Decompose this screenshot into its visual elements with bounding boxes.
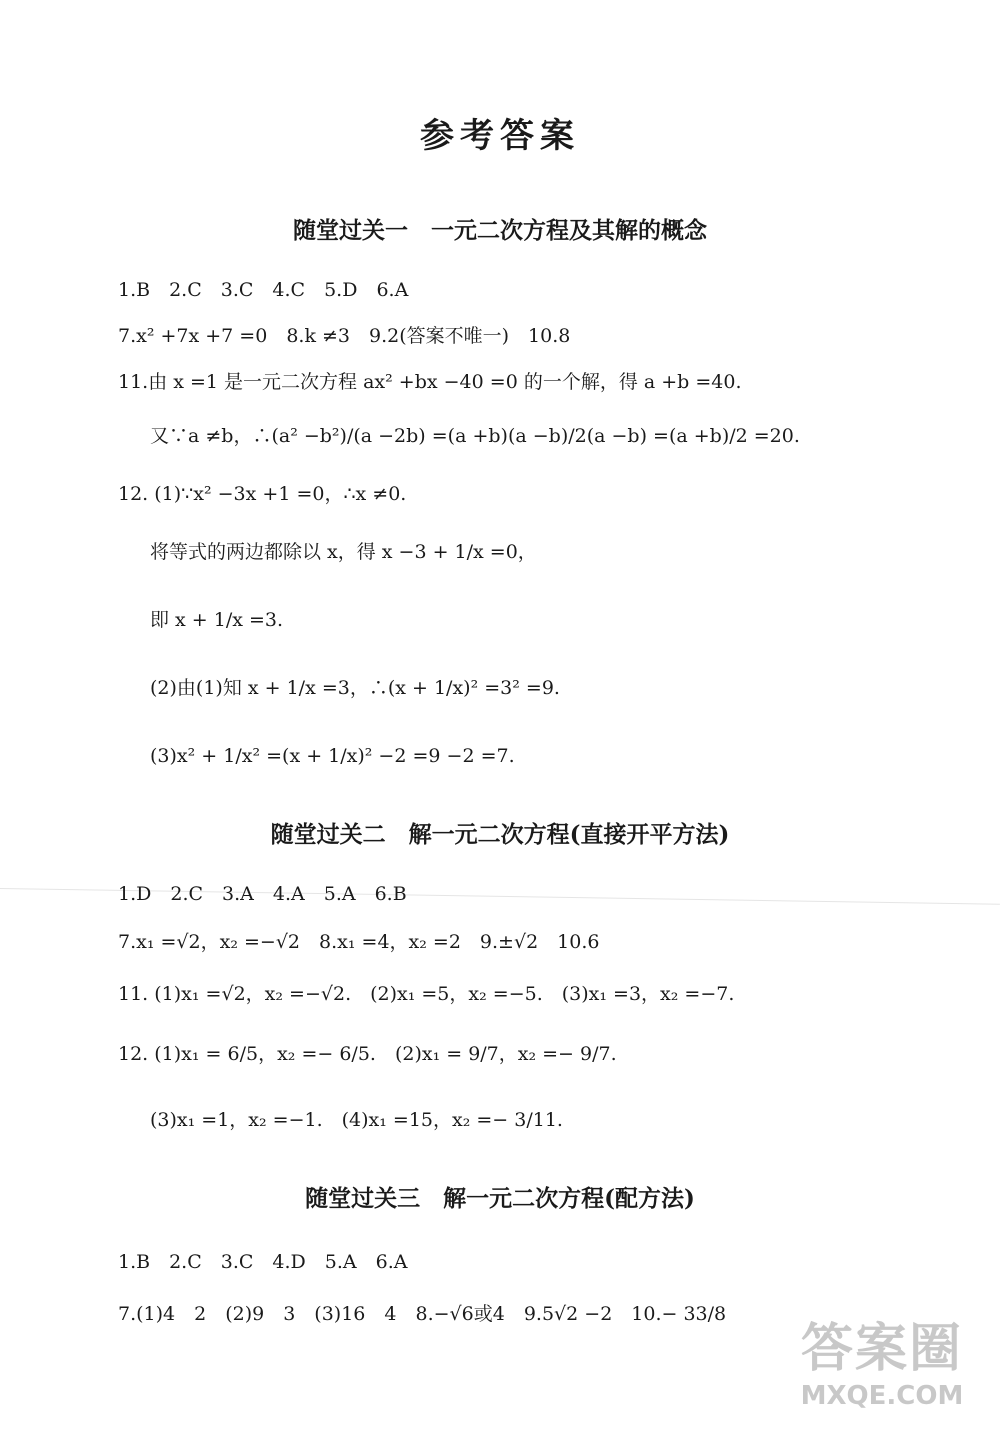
section-1-line-7: 即 x + 1/x =3.: [150, 609, 284, 631]
section-2-line-3: 11. (1)x₁ =√2，x₂ =−√2. (2)x₁ =5，x₂ =−5. (3)x₁ =3，x₂ =−7.: [118, 983, 735, 1005]
section-3-line-2: 7.(1)4 2 (2)9 3 (3)16 4 8.−√6或4 9.5√2 −2 10.− 33/8: [118, 1303, 727, 1325]
section-1-line-8: (2)由(1)知 x + 1/x =3，∴(x + 1/x)² =3² =9.: [150, 677, 560, 699]
section-1-line-9: (3)x² + 1/x² =(x + 1/x)² −2 =9 −2 =7.: [150, 745, 515, 767]
section-2-line-4: 12. (1)x₁ = 6/5，x₂ =− 6/5. (2)x₁ = 9/7，x₂ =− 9/7.: [118, 1043, 617, 1065]
section-1-heading: 随堂过关一 一元二次方程及其解的概念: [293, 217, 707, 244]
section-1-line-6: 将等式的两边都除以 x，得 x −3 + 1/x =0，: [150, 541, 537, 563]
section-2-line-1: 1.D 2.C 3.A 4.A 5.A 6.B: [118, 883, 407, 905]
page-title: 参考答案: [420, 116, 580, 156]
watermark-url: MXQE.COM: [800, 1381, 964, 1411]
section-1-line-3: 11.由 x =1 是一元二次方程 ax² +bx −40 =0 的一个解，得 a +b =40.: [118, 371, 742, 393]
section-2-heading: 随堂过关二 解一元二次方程(直接开平方法): [270, 821, 730, 848]
section-3-line-1: 1.B 2.C 3.C 4.D 5.A 6.A: [118, 1251, 408, 1273]
section-1-line-2: 7.x² +7x +7 =0 8.k ≠3 9.2(答案不唯一) 10.8: [118, 325, 571, 347]
section-1-line-4: 又∵a ≠b，∴(a² −b²)/(a −2b) =(a +b)(a −b)/2(a −b) =(a +b)/2 =20.: [150, 425, 800, 447]
watermark-logo: [782, 1306, 982, 1426]
section-1-line-1: 1.B 2.C 3.C 4.C 5.D 6.A: [118, 279, 409, 301]
section-3-heading: 随堂过关三 解一元二次方程(配方法): [305, 1185, 695, 1212]
section-2-line-2: 7.x₁ =√2，x₂ =−√2 8.x₁ =4，x₂ =2 9.±√2 10.6: [118, 931, 600, 953]
section-1-line-5: 12. (1)∵x² −3x +1 =0，∴x ≠0.: [118, 483, 407, 505]
section-2-line-5: (3)x₁ =1，x₂ =−1. (4)x₁ =15，x₂ =− 3/11.: [150, 1109, 563, 1131]
watermark-text: 答案圈: [800, 1319, 963, 1379]
